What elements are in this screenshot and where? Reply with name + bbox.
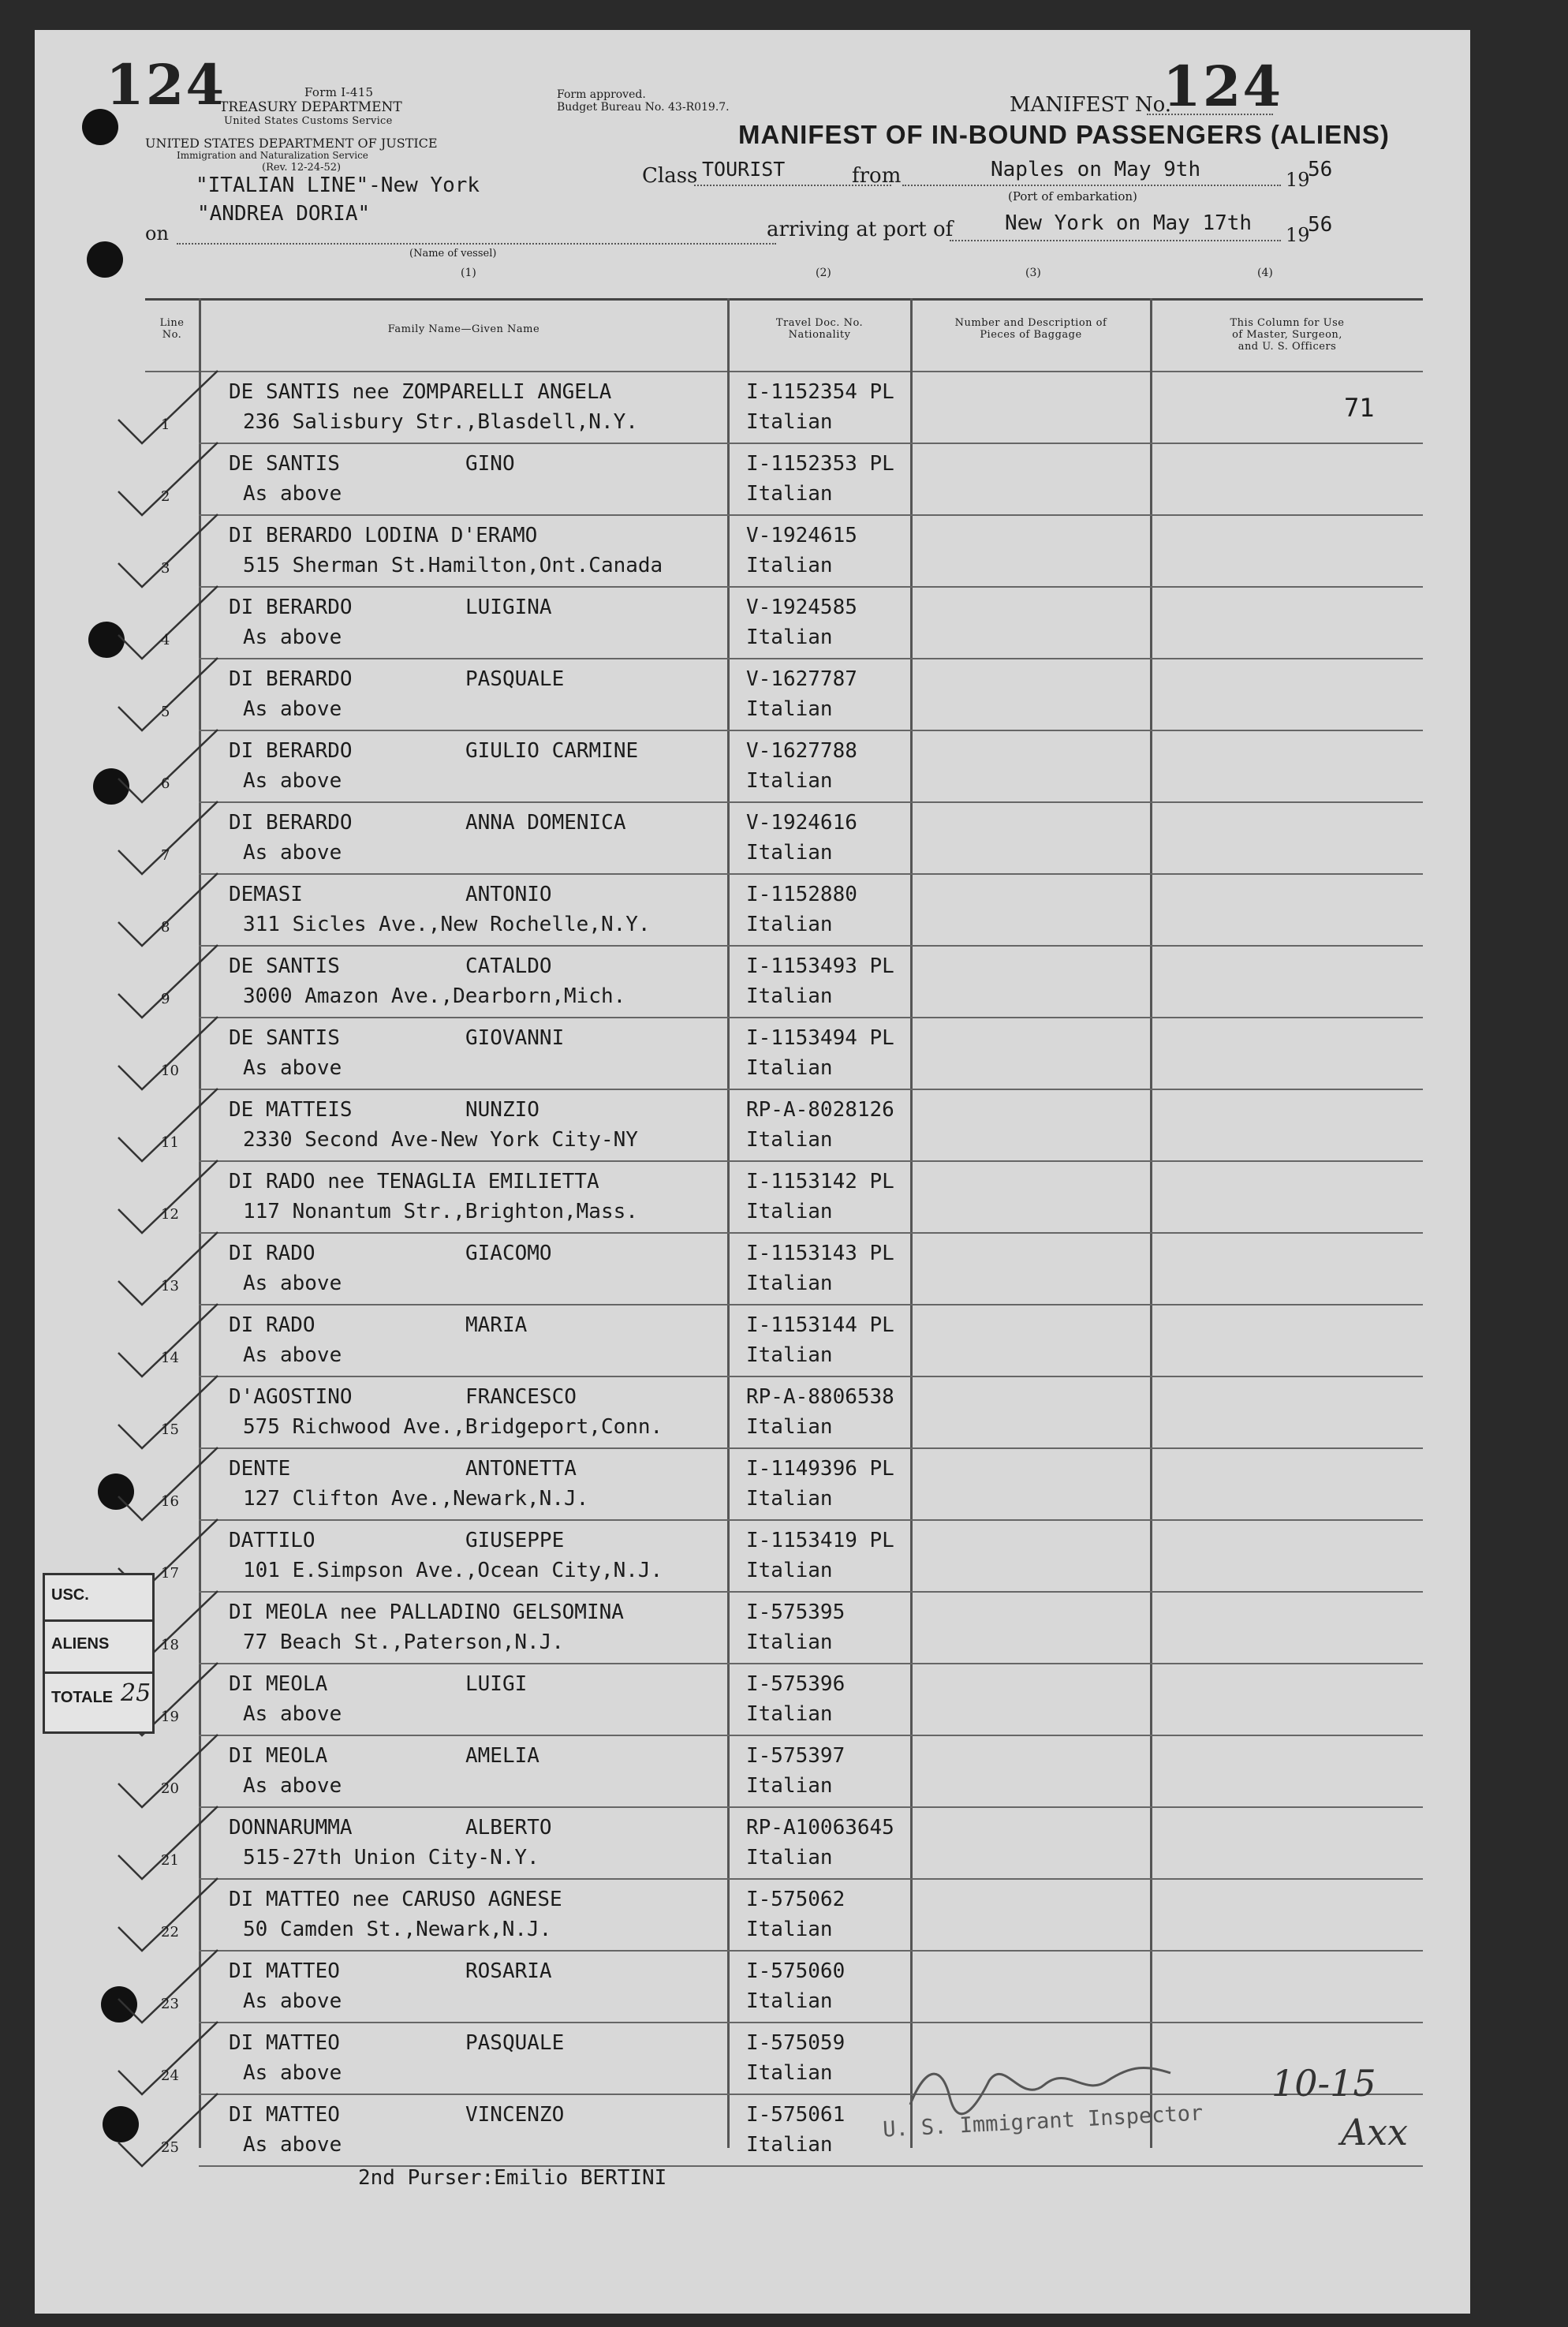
- line-number: 24: [161, 2067, 179, 2084]
- table-row: [35, 2023, 1470, 2095]
- passenger-address: 515 Sherman St.Hamilton,Ont.Canada: [243, 554, 663, 577]
- travel-document-number: RP-A-8806538: [746, 1385, 894, 1409]
- passenger-surname: DATTILO: [229, 1529, 315, 1552]
- immigrant-inspector-label: U. S. Immigrant Inspector: [882, 2101, 1204, 2142]
- header-officers: [1152, 317, 1423, 353]
- table-row: [35, 372, 1470, 444]
- table-row: [35, 2095, 1470, 2167]
- manifest-number-line: [1147, 114, 1273, 115]
- passenger-address: 236 Salisbury Str.,Blasdell,N.Y.: [243, 410, 638, 434]
- embarkation-value: Naples on May 9th: [991, 158, 1201, 181]
- passenger-given-name: ANTONIO: [465, 883, 552, 906]
- year-prefix-2: 19: [1286, 224, 1310, 246]
- table-row: [35, 1593, 1470, 1664]
- passenger-address: 117 Nonantum Str.,Brighton,Mass.: [243, 1200, 638, 1223]
- passenger-surname: DE SANTIS nee ZOMPARELLI ANGELA: [229, 380, 612, 404]
- header-officers-text-2: of Master, Surgeon,: [1232, 329, 1342, 341]
- passenger-given-name: GINO: [465, 452, 515, 476]
- nationality: Italian: [746, 697, 833, 721]
- header-pieces-text: Pieces of Baggage: [980, 329, 1082, 341]
- passenger-given-name: GIOVANNI: [465, 1026, 565, 1050]
- line-number: 9: [161, 991, 170, 1007]
- header-officers-text-1: This Column for Use: [1230, 317, 1345, 329]
- passenger-address: As above: [243, 1272, 342, 1295]
- manifest-page: [35, 30, 1470, 2314]
- passenger-address: As above: [243, 769, 342, 793]
- nationality: Italian: [746, 1559, 833, 1582]
- passenger-address: As above: [243, 626, 342, 649]
- travel-document-number: I-1153142 PL: [746, 1170, 894, 1193]
- nationality: Italian: [746, 410, 833, 434]
- line-number: 23: [161, 1996, 179, 2012]
- travel-document-number: RP-A-8028126: [746, 1098, 894, 1122]
- passenger-address: As above: [243, 1989, 342, 2013]
- header-nationality-text: Nationality: [788, 329, 851, 341]
- passenger-surname: D'AGOSTINO: [229, 1385, 353, 1409]
- nationality: Italian: [746, 2133, 833, 2157]
- line-number: 25: [161, 2139, 179, 2156]
- arriving-label: arriving at port of: [767, 218, 954, 241]
- travel-document-number: I-575062: [746, 1888, 846, 1911]
- immigration-service: Immigration and Naturalization Service: [177, 150, 368, 161]
- table-row: [35, 947, 1470, 1018]
- shipping-line: "ITALIAN LINE"-New York: [196, 174, 480, 197]
- travel-document-number: I-575060: [746, 1959, 846, 1983]
- travel-document-number: I-1153144 PL: [746, 1313, 894, 1337]
- column-number-4: (4): [1257, 267, 1273, 279]
- column-number-3: (3): [1025, 267, 1041, 279]
- nationality: Italian: [746, 2061, 833, 2085]
- totale-label: TOTALE: [51, 1689, 114, 1706]
- table-row: [35, 1162, 1470, 1234]
- table-row: [35, 659, 1470, 731]
- nationality: Italian: [746, 1989, 833, 2013]
- travel-document-number: I-575061: [746, 2103, 846, 2127]
- inspector-signature-mark: [902, 2049, 1186, 2120]
- inspector-time-note: 10-15: [1271, 2062, 1376, 2105]
- passenger-surname: DI BERARDO: [229, 739, 353, 763]
- travel-document-number: I-575059: [746, 2031, 846, 2055]
- travel-document-number: I-1153419 PL: [746, 1529, 894, 1552]
- header-family-name: Family Name—Given Name: [387, 323, 540, 335]
- passenger-surname: DE SANTIS: [229, 1026, 340, 1050]
- passenger-surname: DENTE: [229, 1457, 291, 1481]
- passenger-surname: DI MATTEO: [229, 2103, 340, 2127]
- nationality: Italian: [746, 1630, 833, 1654]
- nationality: Italian: [746, 769, 833, 793]
- travel-document-number: I-575395: [746, 1601, 846, 1624]
- manifest-number-stamp-right: 124: [1163, 54, 1283, 119]
- nationality: Italian: [746, 1056, 833, 1080]
- line-number: 21: [161, 1852, 179, 1869]
- count-box: [43, 1573, 155, 1734]
- header-travel-doc-text: Travel Doc. No.: [775, 317, 864, 329]
- usc-label: USC.: [51, 1586, 89, 1604]
- table-row: [35, 731, 1470, 803]
- table-row: [35, 1808, 1470, 1880]
- nationality: Italian: [746, 1128, 833, 1152]
- line-number: 14: [161, 1350, 179, 1366]
- line-number: 4: [161, 632, 170, 648]
- nationality: Italian: [746, 1200, 833, 1223]
- customs-service: United States Customs Service: [224, 115, 393, 127]
- justice-department: UNITED STATES DEPARTMENT OF JUSTICE: [145, 136, 438, 151]
- header-officers-text-3: and U. S. Officers: [1238, 341, 1337, 353]
- travel-document-number: RP-A10063645: [746, 1816, 894, 1840]
- nationality: Italian: [746, 1774, 833, 1798]
- nationality: Italian: [746, 1702, 833, 1726]
- line-number: 5: [161, 704, 170, 720]
- table-row: [35, 1305, 1470, 1377]
- travel-document-number: I-1153143 PL: [746, 1242, 894, 1265]
- header-baggage-text: Number and Description of: [954, 317, 1107, 329]
- passenger-address: 2330 Second Ave-New York City-NY: [243, 1128, 638, 1152]
- passenger-address: As above: [243, 697, 342, 721]
- manifest-title: MANIFEST OF IN-BOUND PASSENGERS (ALIENS): [738, 120, 1390, 149]
- travel-document-number: I-1153494 PL: [746, 1026, 894, 1050]
- passenger-address: 575 Richwood Ave.,Bridgeport,Conn.: [243, 1415, 663, 1439]
- passenger-address: 127 Clifton Ave.,Newark,N.J.: [243, 1487, 589, 1511]
- line-number: 12: [161, 1206, 179, 1223]
- year-arrival: 56: [1308, 213, 1333, 237]
- travel-document-number: V-1924616: [746, 811, 857, 835]
- vessel-name-line: [177, 243, 776, 245]
- passenger-surname: DEMASI: [229, 883, 303, 906]
- header-travel-doc: [729, 317, 910, 341]
- table-row: [35, 588, 1470, 659]
- passenger-surname: DONNARUMMA: [229, 1816, 353, 1840]
- line-number: 17: [161, 1565, 179, 1582]
- passenger-given-name: ANTONETTA: [465, 1457, 577, 1481]
- travel-document-number: I-575397: [746, 1744, 846, 1768]
- line-number: 6: [161, 775, 170, 792]
- embarkation-line: [902, 185, 1281, 186]
- nationality: Italian: [746, 1415, 833, 1439]
- passenger-address: 77 Beach St.,Paterson,N.J.: [243, 1630, 564, 1654]
- passenger-surname: DI MATTEO: [229, 2031, 340, 2055]
- header-baggage: [912, 317, 1150, 341]
- line-number: 19: [161, 1709, 179, 1725]
- form-approved: Form approved.: [557, 88, 646, 101]
- table-row: [35, 803, 1470, 875]
- travel-document-number: V-1924615: [746, 524, 857, 547]
- arrival-value: New York on May 17th: [1005, 211, 1253, 235]
- arrival-line: [950, 240, 1281, 241]
- passenger-given-name: GIACOMO: [465, 1242, 552, 1265]
- table-row: [35, 1090, 1470, 1162]
- treasury-department: TREASURY DEPARTMENT: [219, 99, 402, 115]
- table-row: [35, 875, 1470, 947]
- travel-document-number: V-1627787: [746, 667, 857, 691]
- passenger-given-name: ALBERTO: [465, 1816, 552, 1840]
- column-number-2: (2): [816, 267, 831, 279]
- vessel-caption: (Name of vessel): [409, 248, 497, 260]
- passenger-given-name: GIULIO CARMINE: [465, 739, 639, 763]
- line-number: 3: [161, 560, 170, 577]
- punch-hole: [87, 241, 123, 278]
- passenger-address: 3000 Amazon Ave.,Dearborn,Mich.: [243, 984, 626, 1008]
- table-row: [35, 1736, 1470, 1808]
- table-row: [35, 1018, 1470, 1090]
- travel-document-number: I-1153493 PL: [746, 954, 894, 978]
- nationality: Italian: [746, 1918, 833, 1941]
- table-row: [35, 1234, 1470, 1305]
- check-mark-icon: [114, 2087, 224, 2174]
- nationality: Italian: [746, 1487, 833, 1511]
- class-label: Class: [642, 164, 698, 188]
- passenger-address: As above: [243, 841, 342, 865]
- passenger-surname: DI MEOLA nee PALLADINO GELSOMINA: [229, 1601, 624, 1624]
- passenger-address: As above: [243, 1774, 342, 1798]
- passenger-address: 101 E.Simpson Ave.,Ocean City,N.J.: [243, 1559, 663, 1582]
- line-number: 16: [161, 1493, 179, 1510]
- year-prefix-1: 19: [1286, 169, 1310, 191]
- on-label: on: [145, 222, 169, 245]
- passenger-address: As above: [243, 2061, 342, 2085]
- line-number: 20: [161, 1780, 179, 1797]
- class-value: TOURIST: [702, 158, 786, 181]
- passenger-given-name: PASQUALE: [465, 2031, 565, 2055]
- passenger-given-name: LUIGINA: [465, 596, 552, 619]
- passenger-given-name: FRANCESCO: [465, 1385, 577, 1409]
- passenger-given-name: VINCENZO: [465, 2103, 565, 2127]
- header-line-no: [145, 317, 199, 341]
- line-number: 11: [161, 1134, 179, 1151]
- passenger-surname: DI BERARDO: [229, 811, 353, 835]
- nationality: Italian: [746, 984, 833, 1008]
- travel-document-number: V-1924585: [746, 596, 857, 619]
- travel-document-number: V-1627788: [746, 739, 857, 763]
- column-number-1: (1): [461, 267, 476, 279]
- passenger-given-name: AMELIA: [465, 1744, 539, 1768]
- passenger-surname: DE SANTIS: [229, 954, 340, 978]
- nationality: Italian: [746, 626, 833, 649]
- year-embarkation: 56: [1308, 158, 1333, 181]
- nationality: Italian: [746, 841, 833, 865]
- line-number: 18: [161, 1637, 179, 1653]
- line-number: 10: [161, 1063, 179, 1079]
- form-revision: (Rev. 12-24-52): [262, 162, 342, 174]
- officer-note: 71: [1344, 393, 1375, 423]
- passenger-address: As above: [243, 2133, 342, 2157]
- passenger-surname: DE SANTIS: [229, 452, 340, 476]
- table-row: [35, 444, 1470, 516]
- table-row: [35, 1521, 1470, 1593]
- line-number: 1: [161, 416, 170, 433]
- nationality: Italian: [746, 1343, 833, 1367]
- passenger-surname: DE MATTEIS: [229, 1098, 353, 1122]
- line-number: 15: [161, 1421, 179, 1438]
- passenger-surname: DI RADO nee TENAGLIA EMILIETTA: [229, 1170, 599, 1193]
- passenger-surname: DI MEOLA: [229, 1744, 328, 1768]
- passenger-address: As above: [243, 1056, 342, 1080]
- travel-document-number: I-1152880: [746, 883, 857, 906]
- nationality: Italian: [746, 482, 833, 506]
- travel-document-number: I-1149396 PL: [746, 1457, 894, 1481]
- vessel-name: "ANDREA DORIA": [197, 202, 371, 226]
- table-row: [35, 516, 1470, 588]
- passenger-given-name: PASQUALE: [465, 667, 565, 691]
- passenger-surname: DI MEOLA: [229, 1672, 328, 1696]
- passenger-address: 50 Camden St.,Newark,N.J.: [243, 1918, 552, 1941]
- header-no-text: No.: [162, 329, 182, 341]
- passenger-address: As above: [243, 1343, 342, 1367]
- line-number: 8: [161, 919, 170, 936]
- table-row: [35, 1664, 1470, 1736]
- passenger-address: As above: [243, 482, 342, 506]
- table-row: [35, 1952, 1470, 2023]
- nationality: Italian: [746, 554, 833, 577]
- passenger-surname: DI BERARDO: [229, 596, 353, 619]
- embarkation-caption: (Port of embarkation): [1008, 189, 1137, 204]
- line-number: 13: [161, 1278, 179, 1294]
- purser-signature-line: 2nd Purser:Emilio BERTINI: [358, 2166, 667, 2190]
- passenger-address: 311 Sicles Ave.,New Rochelle,N.Y.: [243, 913, 651, 936]
- line-number: 7: [161, 847, 170, 864]
- passenger-given-name: MARIA: [465, 1313, 528, 1337]
- travel-document-number: I-1152354 PL: [746, 380, 894, 404]
- passenger-surname: DI MATTEO nee CARUSO AGNESE: [229, 1888, 562, 1911]
- nationality: Italian: [746, 913, 833, 936]
- passenger-surname: DI RADO: [229, 1242, 315, 1265]
- line-number: 22: [161, 1924, 179, 1940]
- passenger-given-name: CATALDO: [465, 954, 552, 978]
- nationality: Italian: [746, 1846, 833, 1869]
- totale-value: 25: [121, 1679, 151, 1707]
- passenger-given-name: GIUSEPPE: [465, 1529, 565, 1552]
- passenger-surname: DI BERARDO LODINA D'ERAMO: [229, 524, 538, 547]
- aliens-label: ALIENS: [51, 1635, 110, 1653]
- header-line-text: Line: [159, 317, 185, 329]
- passenger-surname: DI BERARDO: [229, 667, 353, 691]
- passenger-address: 515-27th Union City-N.Y.: [243, 1846, 539, 1869]
- passenger-given-name: ANNA DOMENICA: [465, 811, 626, 835]
- form-number: Form I-415: [304, 85, 374, 99]
- table-row: [35, 1377, 1470, 1449]
- manifest-number-label: MANIFEST No.: [1010, 93, 1172, 117]
- budget-bureau: Budget Bureau No. 43-R019.7.: [557, 101, 730, 114]
- inspector-initials: Axx: [1341, 2111, 1409, 2153]
- passenger-given-name: NUNZIO: [465, 1098, 539, 1122]
- from-label: from: [852, 164, 902, 188]
- passenger-address: As above: [243, 1702, 342, 1726]
- passenger-given-name: LUIGI: [465, 1672, 528, 1696]
- travel-document-number: I-1152353 PL: [746, 452, 894, 476]
- passenger-surname: DI RADO: [229, 1313, 315, 1337]
- table-row: [35, 1880, 1470, 1952]
- line-number: 2: [161, 488, 170, 505]
- nationality: Italian: [746, 1272, 833, 1295]
- table-top-rule: [145, 298, 1423, 301]
- passenger-given-name: ROSARIA: [465, 1959, 552, 1983]
- travel-document-number: I-575396: [746, 1672, 846, 1696]
- table-row: [35, 1449, 1470, 1521]
- passenger-surname: DI MATTEO: [229, 1959, 340, 1983]
- manifest-number-stamp-left: 124: [106, 52, 226, 118]
